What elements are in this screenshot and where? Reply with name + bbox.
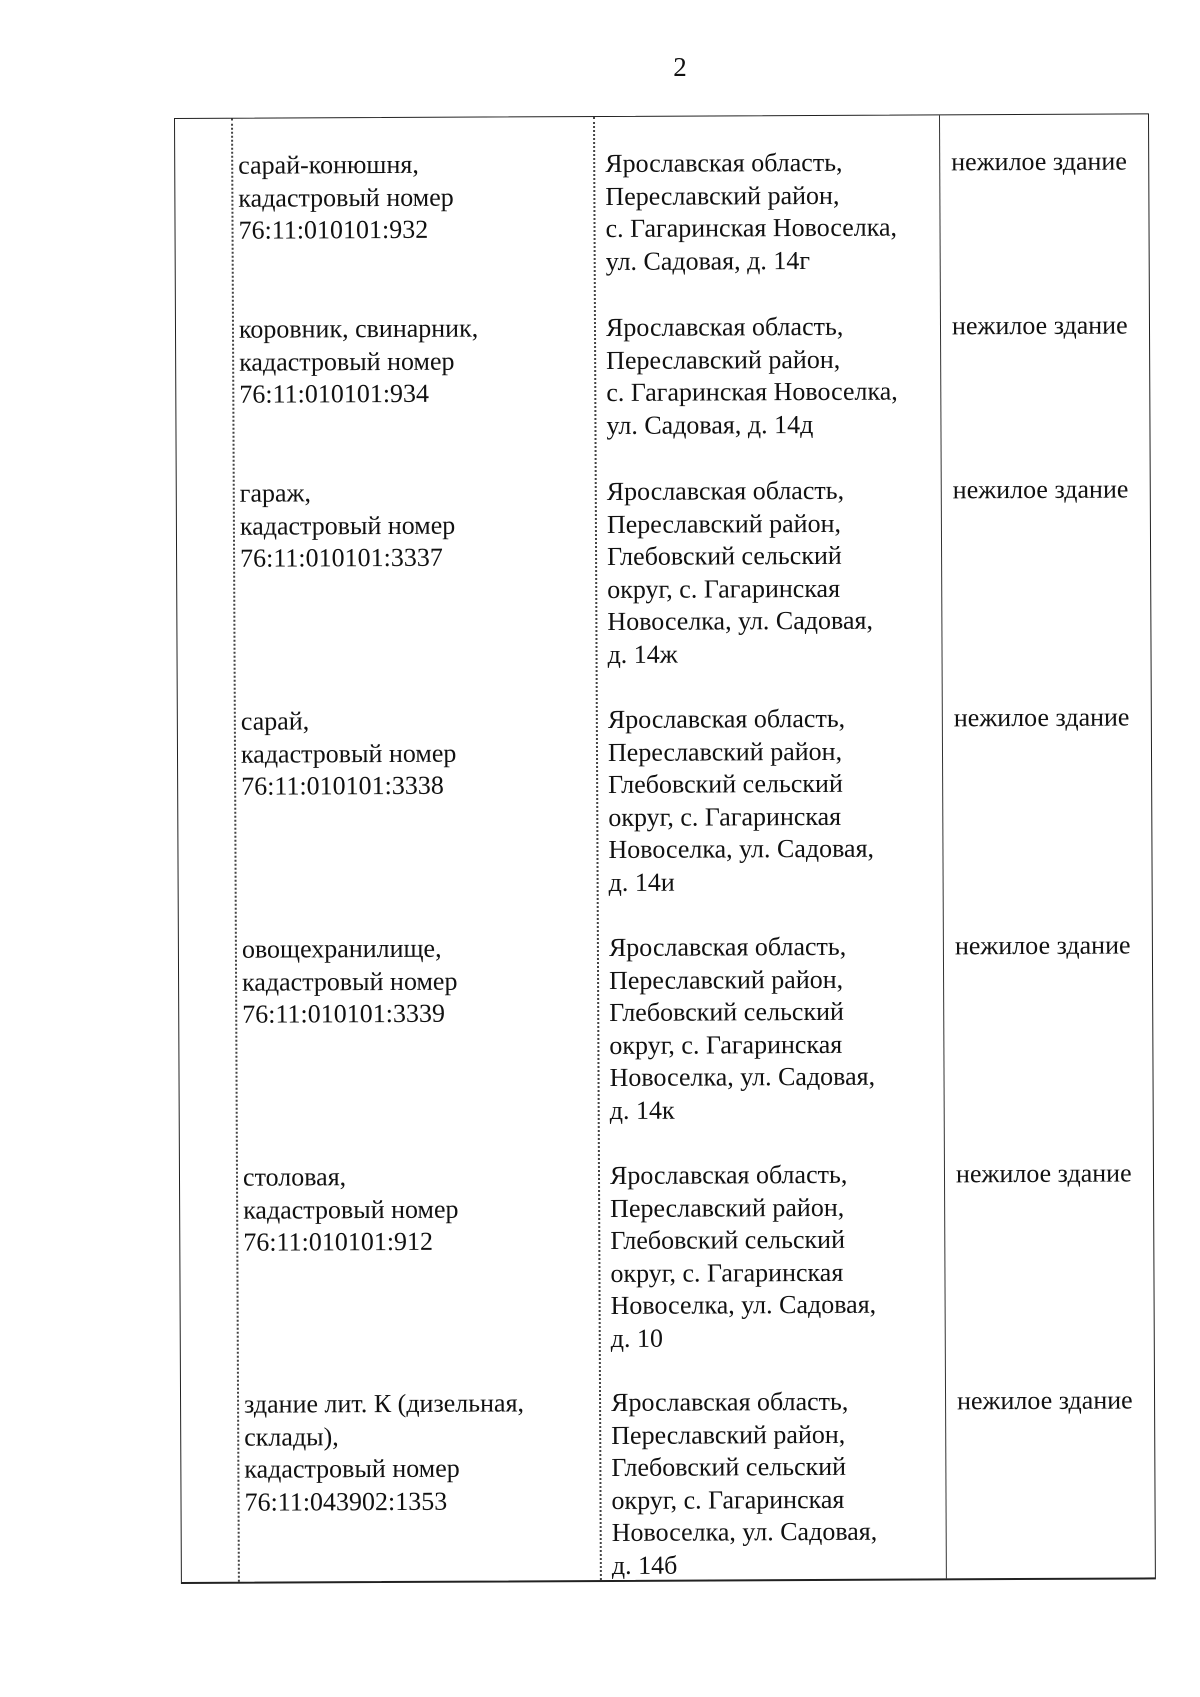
property-table — [174, 113, 1156, 1584]
object-address: Ярославская область, Переславский район, Глебовский сельский округ, с. Гагаринская Новоселка, ул. Садовая, д. 10 — [609, 1159, 877, 1353]
object-address: Ярославская область, Переславский район, Глебовский сельский округ, с. Гагаринская Новоселка, ул. Садовая, д. 14б — [610, 1386, 878, 1580]
object-name: столовая, кадастровый номер 76:11:010101:912 — [242, 1162, 459, 1257]
object-type: нежилое здание — [955, 1158, 1132, 1189]
object-address: Ярославская область, Переславский район, Глебовский сельский округ, с. Гагаринская Новоселка, ул. Садовая, д. 14и — [607, 703, 875, 897]
object-name: здание лит. К (дизельная, склады), кадастровый номер 76:11:043902:1353 — [243, 1388, 525, 1517]
page-number: 2 — [673, 52, 687, 82]
object-type: нежилое здание — [956, 1385, 1133, 1416]
object-address: Ярославская область, Переславский район, с. Гагаринская Новоселка, ул. Садовая, д. 14г — [605, 147, 898, 276]
object-type: нежилое здание — [951, 310, 1128, 341]
column-divider-name — [593, 117, 602, 1580]
object-name: коровник, свинарник, кадастровый номер 76:11:010101:934 — [238, 313, 479, 409]
object-address: Ярославская область, Переславский район, Глебовский сельский округ, с. Гагаринская Новоселка, ул. Садовая, д. 14ж — [606, 475, 874, 669]
object-name: овощехранилище, кадастровый номер 76:11:010101:3339 — [241, 933, 458, 1029]
object-type: нежилое здание — [952, 474, 1129, 505]
object-name: сарай, кадастровый номер 76:11:010101:3338 — [240, 706, 457, 801]
object-address: Ярославская область, Переславский район, с. Гагаринская Новоселка, ул. Садовая, д. 14д — [605, 311, 898, 440]
object-address: Ярославская область, Переславский район, Глебовский сельский округ, с. Гагаринская Новоселка, ул. Садовая, д. 14к — [608, 931, 876, 1125]
object-type: нежилое здание — [951, 146, 1127, 177]
object-type: нежилое здание — [953, 702, 1130, 733]
object-type: нежилое здание — [954, 930, 1131, 961]
object-name: сарай-конюшня, кадастровый номер 76:11:010101:932 — [238, 149, 454, 245]
object-name: гараж, кадастровый номер 76:11:010101:3337 — [239, 478, 456, 573]
